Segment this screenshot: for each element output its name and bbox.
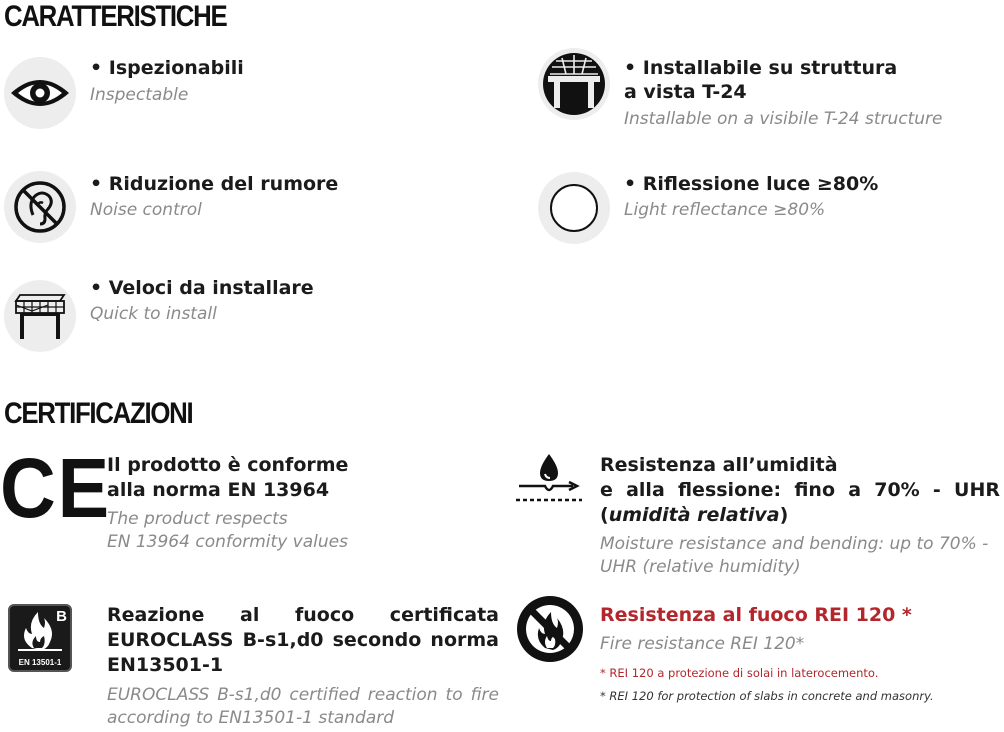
light-circle-icon xyxy=(538,172,610,244)
cert-ce-subtitle-line2: EN 13964 conformity values xyxy=(107,532,348,552)
cert-moisture-subtitle-line2: UHR (relative humidity) xyxy=(600,557,801,577)
cert-moisture-title-line3 xyxy=(600,503,788,528)
noise-off-icon xyxy=(4,171,76,243)
feature-title-ispezionabili: • Ispezionabili xyxy=(90,57,244,79)
paren-close: ) xyxy=(779,504,789,526)
feature-subtitle-t24: Installable on a visibile T-24 structure xyxy=(624,109,943,129)
cert-fire-note-italian: * REI 120 a protezione di solai in laterocemento. xyxy=(600,666,879,680)
paren-open: ( xyxy=(600,504,609,526)
ceiling-grid-icon xyxy=(538,48,610,120)
feature-title-t24-line2: a vista T-24 xyxy=(624,81,747,103)
feature-subtitle-inspectable: Inspectable xyxy=(90,85,189,105)
eye-icon xyxy=(4,57,76,129)
cert-fire-title-line1: Reazione al fuoco certificata xyxy=(107,604,499,626)
cert-ce-subtitle-line1: The product respects xyxy=(107,509,288,529)
cert-moisture-title-italic: umidità relativa xyxy=(608,504,780,526)
cert-ce-title-line2: alla norma EN 13964 xyxy=(107,479,330,501)
cert-fire-note-english: * REI 120 for protection of slabs in concrete and masonry. xyxy=(600,689,934,703)
ce-mark-icon xyxy=(0,441,112,535)
cert-fire-title-line3: EN13501-1 xyxy=(107,654,224,676)
feature-subtitle-quick-install: Quick to install xyxy=(90,304,217,324)
fire-class-b-icon xyxy=(8,604,72,672)
cert-moisture-title-line1: Resistenza all’umidità xyxy=(600,454,838,476)
fire-class-letter: B xyxy=(56,608,67,625)
cert-moisture-subtitle-line1: Moisture resistance and bending: up to 70% - xyxy=(600,534,989,554)
cert-fire-resistance-subtitle: Fire resistance REI 120* xyxy=(600,634,805,654)
feature-subtitle-noise: Noise control xyxy=(90,200,202,220)
cert-ce-title-line1: Il prodotto è conforme xyxy=(107,454,349,476)
ce-mark-text: CE xyxy=(0,441,112,535)
cert-fire-subtitle-line2: according to EN13501-1 standard xyxy=(107,708,395,728)
feature-title-noise: • Riduzione del rumore xyxy=(90,173,339,195)
cert-fire-title-line2: EUROCLASS B-s1,d0 secondo norma xyxy=(107,629,499,651)
feature-title-light: • Riflessione luce ≥80% xyxy=(624,173,879,195)
cert-fire-subtitle-line1: EUROCLASS B-s1,d0 certified reaction to fire xyxy=(107,685,499,705)
cert-fire-resistance-title: Resistenza al fuoco REI 120 * xyxy=(600,604,912,626)
cert-moisture-title-line2: e alla flessione: fino a 70% - UHR xyxy=(600,479,1000,501)
feature-title-t24-line1: • Installabile su struttura xyxy=(624,57,898,79)
moisture-drop-icon xyxy=(515,450,583,506)
section-title-caratteristiche: CARATTERISTICHE xyxy=(4,0,227,33)
fire-class-code: EN 13501-1 xyxy=(18,658,62,667)
section-title-certificazioni: CERTIFICAZIONI xyxy=(4,397,193,430)
no-fire-icon xyxy=(515,594,585,664)
feature-title-quick-install: • Veloci da installare xyxy=(90,277,314,299)
feature-subtitle-light: Light reflectance ≥80% xyxy=(624,200,826,220)
install-panel-icon xyxy=(4,280,76,352)
